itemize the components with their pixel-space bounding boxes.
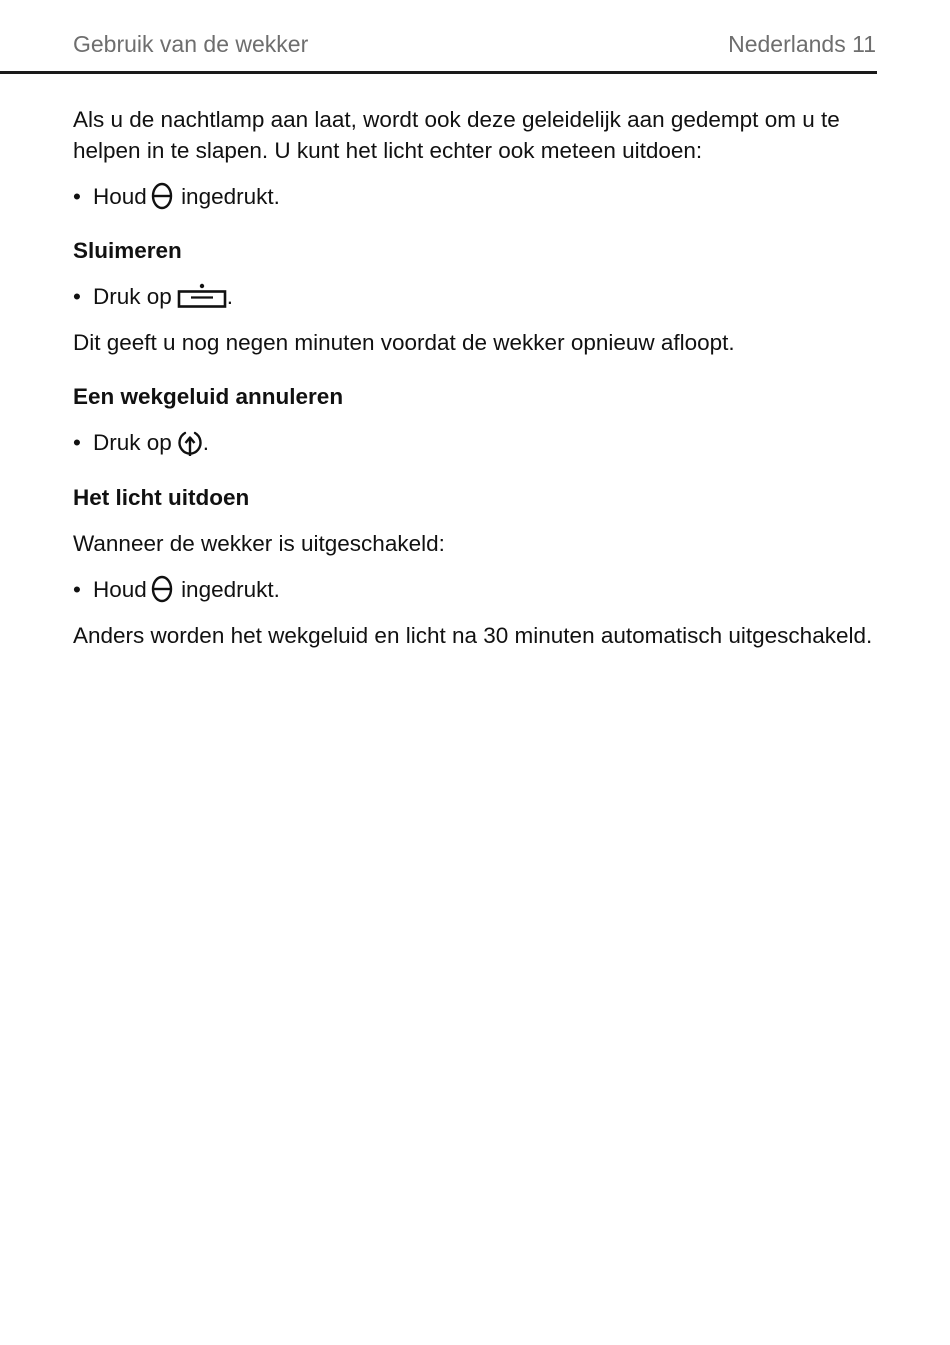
bullet-press-snooze [73,281,876,312]
bullet-text-after: ingedrukt. [181,184,280,209]
minus-circle-icon [151,575,173,603]
bullet-hold-minus-light [73,574,876,605]
bullet-text-before: Houd [93,577,147,603]
page-content [73,104,876,666]
power-icon [177,427,203,457]
running-header-title: Gebruik van de wekker [73,31,309,57]
heading-cancel-alarm: Een wekgeluid annuleren [73,384,344,410]
bullet-press-power [73,427,876,459]
page-number-label: Nederlands 11 [728,31,876,57]
bullet-marker: • [73,577,81,603]
bullet-text-after: ingedrukt. [181,577,280,603]
snooze-bar-icon [177,283,227,309]
heading-light-off: Het licht uitdoen [73,485,250,511]
bullet-text-after: . [226,284,234,310]
minus-circle-icon [151,182,173,210]
bullet-marker: • [73,184,81,209]
bullet-hold-minus [73,181,876,212]
header-divider [0,71,877,74]
closing-paragraph: Anders worden het wekgeluid en licht na 30 minuten automatisch uitgeschakeld. [73,623,873,649]
bullet-text-before: Houd [93,184,147,209]
page-header [73,31,876,63]
intro-paragraph: Als u de nachtlamp aan laat, wordt ook deze geleidelijk aan gedempt om u te helpen in te slapen. U kunt het licht echter ook meteen uitdoen: [73,107,840,163]
bullet-text-before: Druk op [93,284,172,310]
heading-snooze: Sluimeren [73,238,182,264]
bullet-text-before: Druk op [93,430,172,456]
light-off-intro: Wanneer de wekker is uitgeschakeld: [73,531,445,557]
bullet-text-after: . [202,430,210,456]
bullet-marker: • [73,430,81,456]
bullet-marker: • [73,284,81,310]
snooze-description: Dit geeft u nog negen minuten voordat de wekker opnieuw afloopt. [73,330,735,356]
